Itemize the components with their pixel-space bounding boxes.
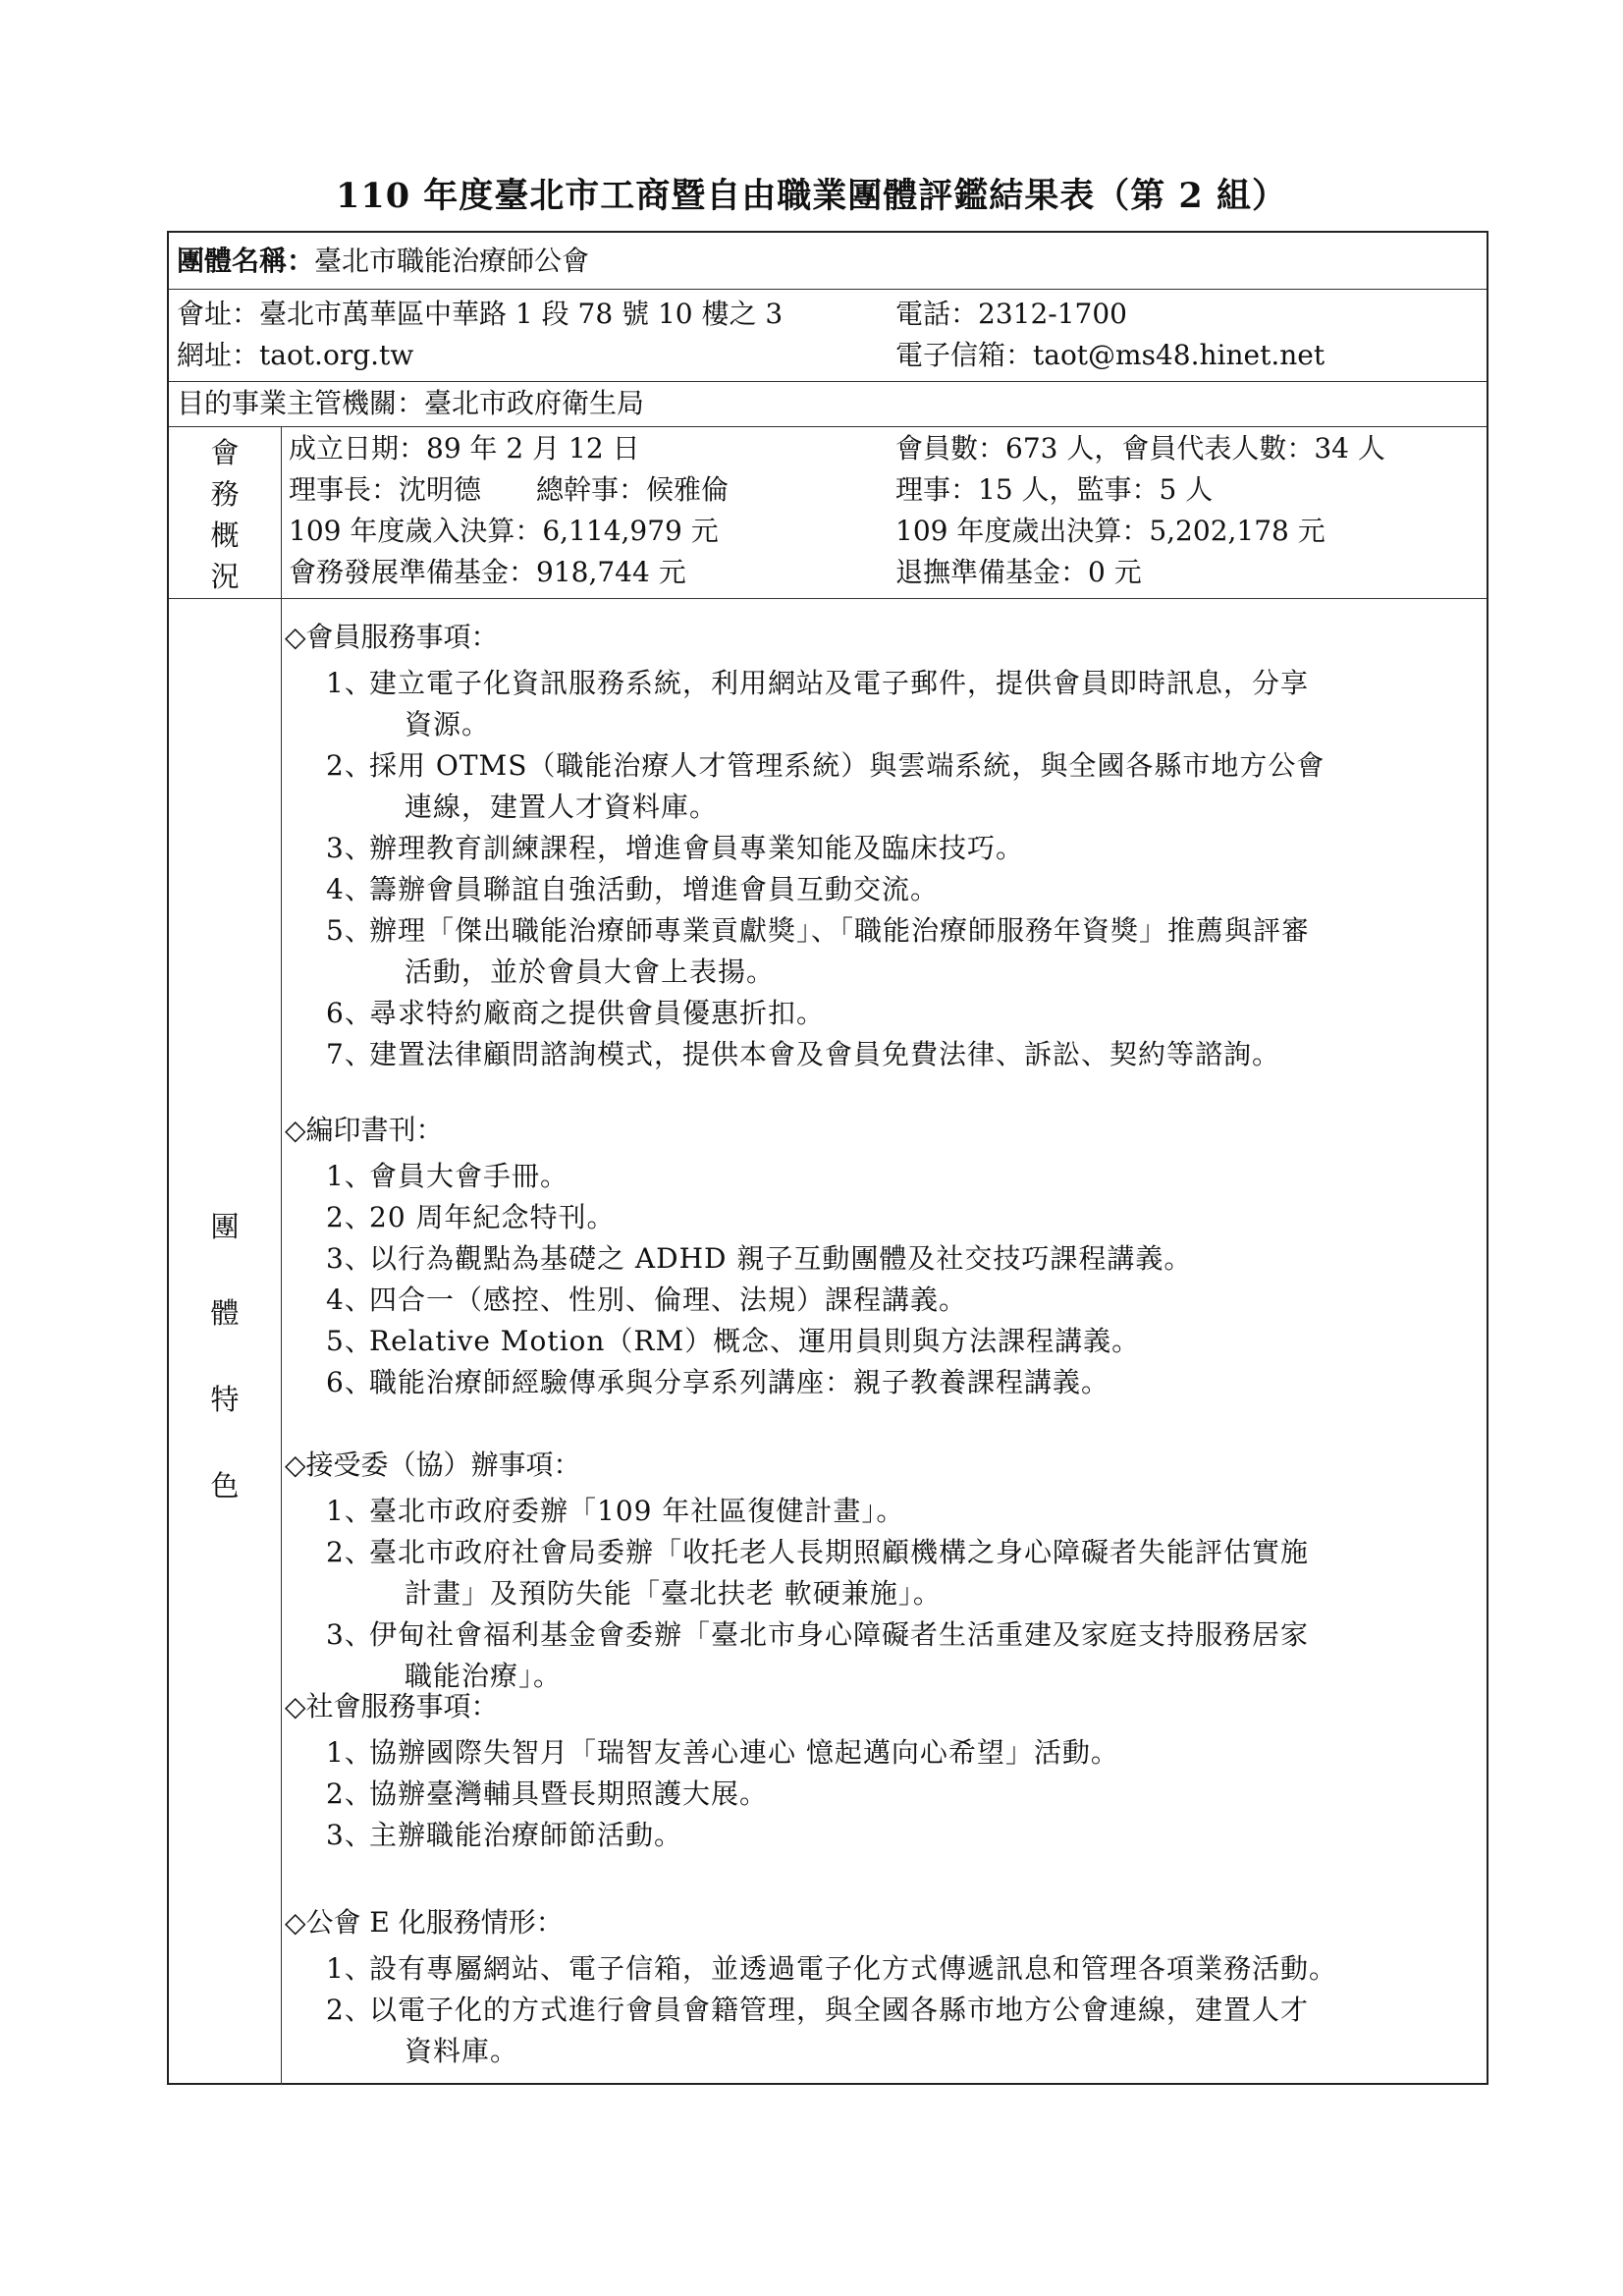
list-item-number: 3、 (326, 1242, 373, 1275)
list-item: 採用 OTMS（職能治療人才管理系統）與雲端系統，與全國各縣市地方公會 (369, 749, 1325, 782)
list-item: 主辦職能治療師節活動。 (369, 1819, 683, 1851)
list-item-continuation: 活動，並於會員大會上表揚。 (405, 956, 776, 988)
list-item: 建置法律顧問諮詢模式，提供本會及會員免費法律、訴訟、契約等諮詢。 (369, 1038, 1281, 1070)
features-label-char: 色 (210, 1469, 240, 1503)
list-item-number: 1、 (326, 1160, 373, 1192)
phone: 電話：2312-1700 (895, 298, 1127, 330)
list-item-continuation: 資源。 (405, 708, 491, 740)
overview-label-char: 務 (210, 477, 240, 511)
features-label-char: 體 (210, 1296, 240, 1330)
list-item: Relative Motion（RM）概念、運用員則與方法課程講義。 (369, 1325, 1141, 1357)
section-heading: ◇接受委（協）辦事項： (285, 1449, 581, 1481)
list-item-number: 2、 (326, 1994, 373, 2026)
row-divider (169, 289, 1487, 290)
list-item: 四合一（感控、性別、倫理、法規）課程講義。 (369, 1284, 968, 1316)
features-label-char: 團 (210, 1210, 240, 1243)
list-item-number: 5、 (326, 914, 373, 947)
expense: 109 年度歲出決算：5,202,178 元 (895, 515, 1325, 547)
section-heading: ◇會員服務事項： (285, 621, 499, 653)
list-item-number: 2、 (326, 1201, 373, 1233)
overview-label-char: 況 (210, 560, 240, 593)
list-item-number: 3、 (326, 1618, 373, 1651)
org-name-value: 臺北市職能治療師公會 (314, 245, 590, 277)
list-item-number: 7、 (326, 1038, 373, 1070)
list-item-number: 2、 (326, 1536, 373, 1568)
section-heading: ◇社會服務事項： (285, 1690, 499, 1722)
list-item-continuation: 資料庫。 (405, 2035, 519, 2067)
list-item: 尋求特約廠商之提供會員優惠折扣。 (369, 997, 826, 1029)
email: 電子信箱：taot@ms48.hinet.net (895, 339, 1325, 371)
list-item-number: 1、 (326, 1736, 373, 1769)
list-item: 籌辦會員聯誼自強活動，增進會員互動交流。 (369, 873, 940, 905)
overview-label-char: 概 (210, 519, 240, 552)
list-item-continuation: 職能治療」。 (405, 1660, 563, 1692)
list-item-number: 4、 (326, 873, 373, 905)
list-item: 臺北市政府社會局委辦「收托老人長期照顧機構之身心障礙者失能評估實施 (369, 1536, 1310, 1568)
evaluation-table (167, 231, 1488, 2085)
address: 會址：臺北市萬華區中華路 1 段 78 號 10 樓之 3 (177, 298, 784, 330)
member-count: 會員數：673 人，會員代表人數：34 人 (895, 432, 1385, 465)
column-divider (281, 426, 282, 2085)
list-item: 協辦國際失智月「瑞智友善心連心 憶起邁向心希望」活動。 (369, 1736, 1119, 1769)
list-item: 伊甸社會福利基金會委辦「臺北市身心障礙者生活重建及家庭支持服務居家 (369, 1618, 1310, 1651)
row-divider (169, 426, 1487, 427)
list-item: 以電子化的方式進行會員會籍管理，與全國各縣市地方公會連線，建置人才 (369, 1994, 1310, 2026)
list-item-number: 2、 (326, 1777, 373, 1810)
development-fund: 會務發展準備基金：918,744 元 (289, 556, 686, 588)
list-item-number: 5、 (326, 1325, 373, 1357)
list-item: 設有專屬網站、電子信箱，並透過電子化方式傳遞訊息和管理各項業務活動。 (369, 1952, 1338, 1985)
list-item-number: 3、 (326, 1819, 373, 1851)
row-divider (169, 381, 1487, 382)
list-item-number: 6、 (326, 997, 373, 1029)
document-title: 110 年度臺北市工商暨自由職業團體評鑑結果表（第 2 組） (336, 176, 1287, 216)
list-item-number: 1、 (326, 1952, 373, 1985)
revenue: 109 年度歲入決算：6,114,979 元 (289, 515, 719, 547)
founded-date: 成立日期：89 年 2 月 12 日 (289, 432, 640, 465)
list-item: 職能治療師經驗傳承與分享系列講座：親子教養課程講義。 (369, 1366, 1110, 1398)
directors: 理事：15 人，監事：5 人 (895, 473, 1214, 506)
list-item-number: 1、 (326, 1495, 373, 1527)
list-item-number: 2、 (326, 749, 373, 782)
features-label-char: 特 (210, 1383, 240, 1416)
list-item: 20 周年紀念特刊。 (369, 1201, 616, 1233)
list-item-continuation: 計畫」及預防失能「臺北扶老 軟硬兼施」。 (405, 1577, 942, 1610)
list-item-number: 1、 (326, 667, 373, 699)
org-name-row (177, 245, 589, 278)
list-item: 會員大會手冊。 (369, 1160, 569, 1192)
section-heading: ◇公會 E 化服務情形： (285, 1906, 564, 1939)
list-item-number: 6、 (326, 1366, 373, 1398)
list-item: 辦理「傑出職能治療師專業貢獻獎」、「職能治療師服務年資獎」推薦與評審 (369, 914, 1311, 947)
chairman: 理事長：沈明德 總幹事：候雅倫 (289, 473, 730, 506)
list-item: 辦理教育訓練課程，增進會員專業知能及臨床技巧。 (369, 832, 1025, 864)
website: 網址：taot.org.tw (177, 339, 414, 371)
list-item-number: 4、 (326, 1284, 373, 1316)
row-divider (169, 598, 1487, 599)
list-item: 協辦臺灣輔具暨長期照護大展。 (369, 1777, 769, 1810)
authority: 目的事業主管機關：臺北市政府衛生局 (177, 387, 645, 419)
list-item: 臺北市政府委辦「109 年社區復健計畫」。 (369, 1495, 905, 1527)
list-item: 以行為觀點為基礎之 ADHD 親子互動團體及社交技巧課程講義。 (369, 1242, 1193, 1275)
overview-label-char: 會 (210, 436, 240, 469)
list-item-number: 3、 (326, 832, 373, 864)
org-name-label: 團體名稱： (177, 245, 315, 277)
pension-fund: 退撫準備基金：0 元 (895, 556, 1142, 588)
section-heading: ◇編印書刊： (285, 1114, 444, 1146)
list-item: 建立電子化資訊服務系統，利用網站及電子郵件，提供會員即時訊息，分享 (369, 667, 1310, 699)
list-item-continuation: 連線，建置人才資料庫。 (405, 791, 719, 823)
